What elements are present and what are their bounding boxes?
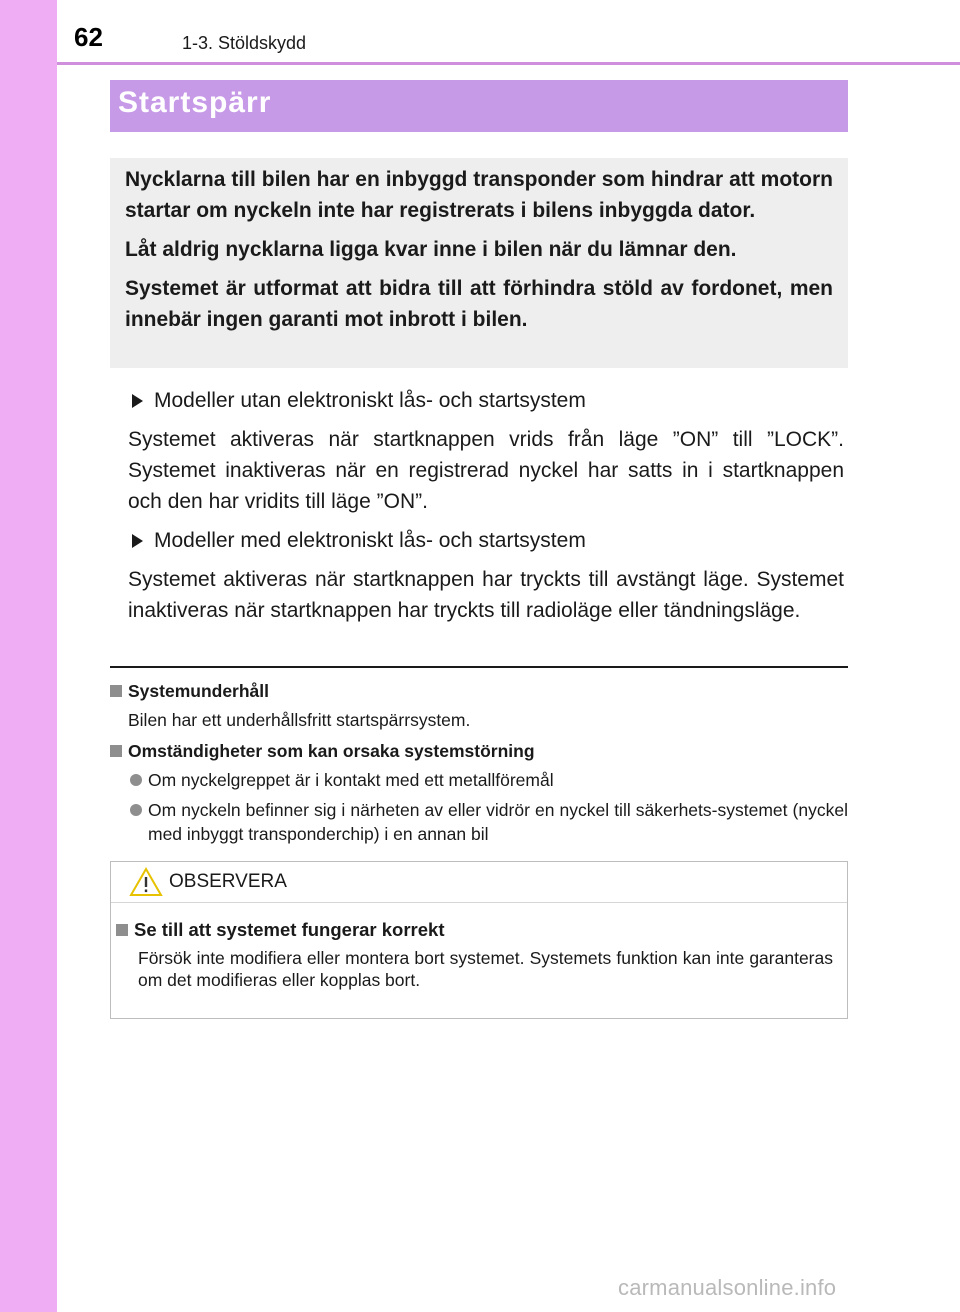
warning-label: OBSERVERA xyxy=(169,871,287,892)
intro-paragraph: Systemet är utformat att bidra till att förhindra stöld av fordonet, men innebär ingen garanti mot inbrott i bilen. xyxy=(125,277,833,331)
section-divider xyxy=(110,666,848,668)
note-heading xyxy=(110,680,848,702)
triangle-bullet-icon xyxy=(132,394,143,408)
note-heading-text: Systemunderhåll xyxy=(128,681,270,701)
page-number: 62 xyxy=(74,22,103,52)
section-label: 1-3. Stöldskydd xyxy=(182,33,307,53)
watermark: carmanualsonline.info xyxy=(618,1275,837,1300)
intro-box xyxy=(110,158,848,368)
model-heading-text: Modeller utan elektroniskt lås- och startsystem xyxy=(154,389,586,412)
model-text: Systemet aktiveras när startknappen vrids från läge ”ON” till ”LOCK”. Systemet inaktiveras när en registrerad nyckel har satts in i startknappen och den har vridits till läge ”ON”. xyxy=(128,428,844,513)
warning-heading-text: Se till att systemet fungerar korrekt xyxy=(134,919,445,940)
triangle-bullet-icon xyxy=(132,534,143,548)
intro-paragraph: Nycklarna till bilen har en inbyggd transponder som hindrar att motorn startar om nyckeln inte har registrerats i bilens inbyggda dator. xyxy=(125,168,833,222)
square-bullet-icon xyxy=(110,745,122,757)
title-bar xyxy=(110,80,848,132)
warning-triangle-icon xyxy=(129,867,163,902)
side-color-strip xyxy=(0,0,57,1312)
circle-bullet-icon xyxy=(130,774,142,786)
header-rule xyxy=(57,62,960,65)
list-item xyxy=(130,798,848,846)
note-heading xyxy=(110,740,848,762)
warning-text: Försök inte modifiera eller montera bort systemet. Systemets funktion kan inte garanteras om det modifieras eller kopplas bort. xyxy=(138,948,833,990)
page-title: Startspärr xyxy=(118,86,272,119)
notes-section xyxy=(110,680,848,850)
warning-header xyxy=(111,862,847,903)
list-item-text: Om nyckelgreppet är i kontakt med ett metallföremål xyxy=(148,770,554,790)
warning-heading xyxy=(116,919,833,941)
square-bullet-icon xyxy=(110,685,122,697)
square-bullet-icon xyxy=(116,924,128,936)
model-text: Systemet aktiveras när startknappen har tryckts till avstängt läge. Systemet inaktiveras när startknappen har tryckts till radioläge eller tändningsläge. xyxy=(128,568,844,622)
intro-paragraph: Låt aldrig nycklarna ligga kvar inne i bilen när du lämnar den. xyxy=(125,238,737,261)
model-heading-text: Modeller med elektroniskt lås- och startsystem xyxy=(154,529,586,552)
note-heading-text: Omständigheter som kan orsaka systemstörning xyxy=(128,741,535,761)
model-heading xyxy=(132,385,844,417)
warning-body xyxy=(111,903,847,991)
circle-bullet-icon xyxy=(130,804,142,816)
warning-box xyxy=(110,861,848,1019)
main-content xyxy=(128,385,844,634)
list-item xyxy=(130,768,848,792)
model-heading xyxy=(132,525,844,557)
list-item-text: Om nyckeln befinner sig i närheten av eller vidrör en nyckel till säkerhets-systemet (nyckel med inbyggt transponderchip) i en annan bil xyxy=(148,800,848,844)
note-text: Bilen har ett underhållsfritt startspärrsystem. xyxy=(128,710,471,730)
